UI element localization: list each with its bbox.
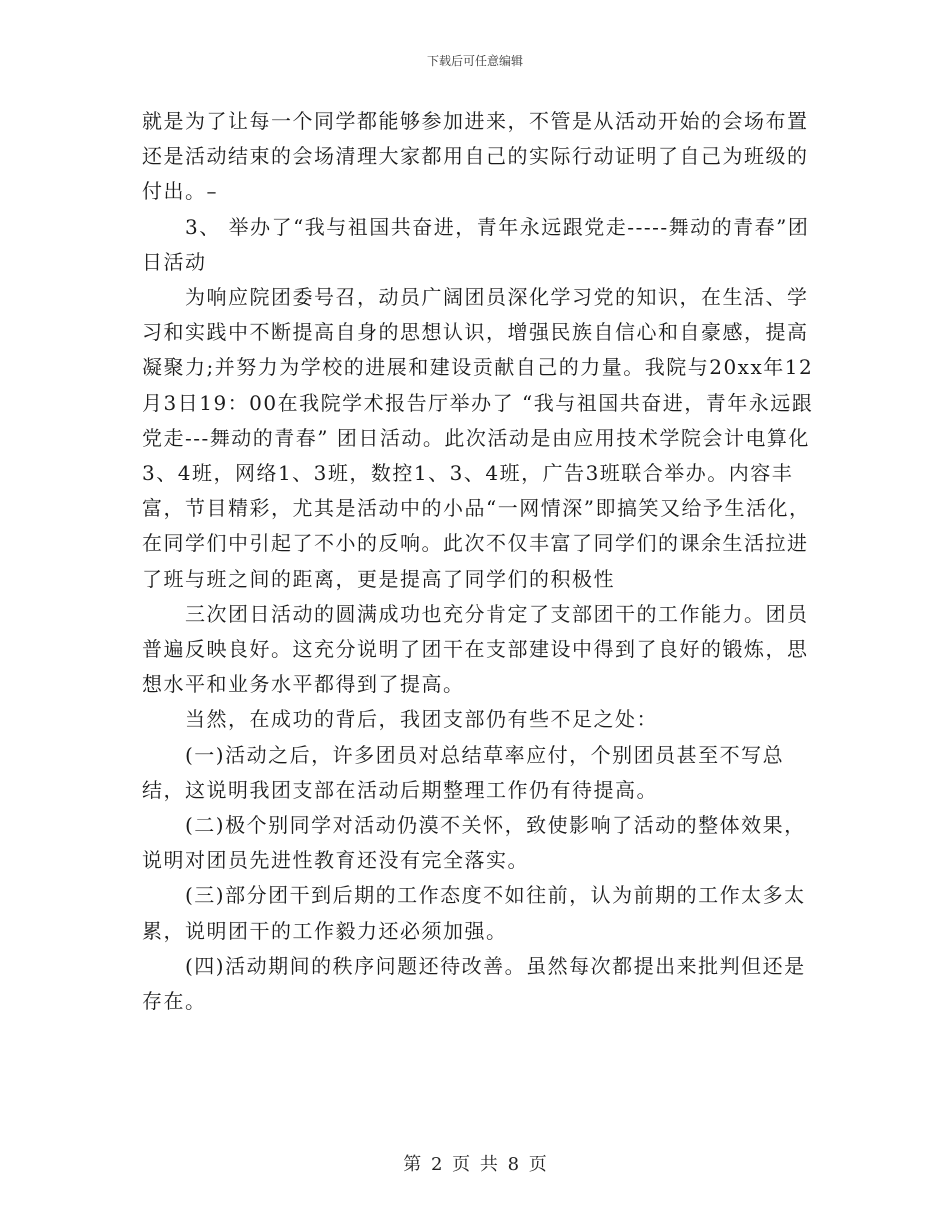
- paragraph-2: 3、 举办了“我与祖国共奋进，青年永远跟党走-----舞动的青春”团日活动: [142, 214, 810, 274]
- paragraph-1: 就是为了让每一个同学都能够参加进来，不管是从活动开始的会场布置还是活动结束的会场清理大家都用自己的实际行动证明了自己为班级的付出。–: [142, 109, 809, 204]
- paragraph-6: (一)活动之后，许多团员对总结草率应付，个别团员甚至不写总结，这说明我团支部在活动后期整理工作仍有待提高。: [142, 742, 785, 802]
- paragraph-4: 三次团日活动的圆满成功也充分肯定了支部团干的工作能力。团员普遍反映良好。这充分说明了团干在支部建设中得到了良好的锻炼，思想水平和业务水平都得到了提高。: [142, 601, 809, 697]
- paragraph-9: (四)活动期间的秩序问题还待改善。虽然每次都提出来批判但还是存在。: [142, 953, 806, 1014]
- paragraph-7: (二)极个别同学对活动仍漠不关怀，致使影响了活动的整体效果，说明对团员先进性教育还没有完全落实。: [142, 813, 806, 873]
- paragraph-3: 为响应院团委号召，动员广阔团员深化学习党的知识，在生活、学习和实践中不断提高自身的思想认识，增强民族自信心和自豪感，提高凝聚力;并努力为学校的进展和建设贡献自己的力量。我院与20xx年12月3日19：00在我院学术报告厅举办了 “我与祖国共奋进，青年永远跟党走---舞动的青春” 团日活动。此次活动是由应用技术学院会计电算化3、4班，网络1、3班，数控1、3、4班，广告3班联合举办。内容丰富，节目精彩，尤其是活动中的小品“一网情深”即搞笑又给予生活化，在同学们中引起了不小的反响。此次不仅丰富了同学们的课余生活拉进了班与班之间的距离，更是提高了同学们的积极性: [142, 285, 814, 591]
- document-body: [142, 104, 814, 1019]
- paragraph-8: (三)部分团干到后期的工作态度不如往前，认为前期的工作太多太累，说明团干的工作毅力还必须加强。: [142, 883, 806, 943]
- page-number: 第 2 页 共 8 页: [403, 1154, 547, 1175]
- page-header: 下载后可任意编辑: [426, 54, 523, 68]
- paragraph-5: 当然，在成功的背后，我团支部仍有些不足之处：: [185, 707, 658, 732]
